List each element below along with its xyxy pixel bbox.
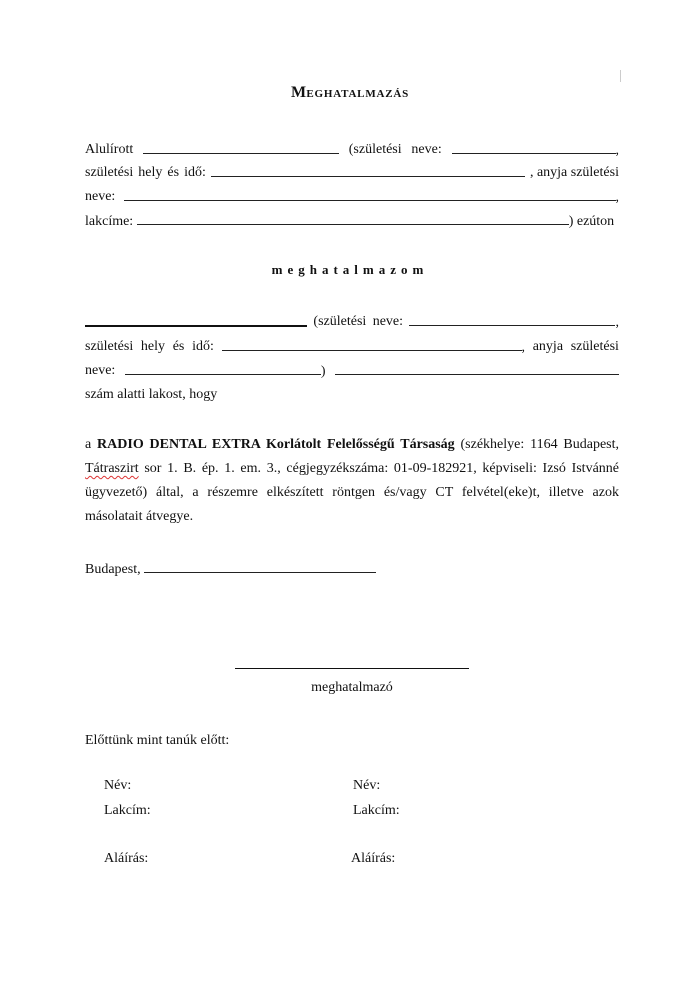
label-lakcime: lakcíme:: [85, 214, 134, 229]
label-szuletesi-3: (születési: [313, 314, 367, 329]
label-ido: idő:: [184, 165, 206, 180]
address-field[interactable]: [137, 212, 569, 225]
p1-line-2: [85, 164, 619, 182]
label-es: és: [167, 165, 180, 180]
proxy-birth-place-date-field[interactable]: [222, 338, 522, 351]
witness-left-address: Lakcím:: [104, 803, 151, 818]
proxy-address-field[interactable]: [335, 362, 619, 375]
p1-line-3: [85, 188, 619, 207]
place-date-line: [85, 560, 619, 579]
witnesses-heading: Előttünk mint tanúk előtt:: [85, 733, 230, 748]
label-hely-2: hely: [140, 339, 166, 354]
witness-right-address: Lakcím:: [353, 803, 400, 818]
label-neve-3: neve:: [372, 314, 404, 329]
label-szuletesi: (születési: [348, 142, 402, 157]
witness-left-signature: Aláírás:: [104, 851, 149, 866]
signature-line[interactable]: [235, 668, 469, 669]
margin-mark: [620, 70, 621, 82]
label-ezuton: ) ezúton: [568, 214, 615, 229]
witness-left-name: Név:: [104, 778, 132, 793]
para-prefix: a: [85, 437, 98, 452]
label-anyja-2: anyja: [532, 339, 564, 354]
proxy-name-field[interactable]: [85, 313, 307, 327]
title-initial: M: [290, 84, 307, 101]
proxy-birth-name-field[interactable]: [409, 313, 615, 326]
close-paren: ): [320, 364, 326, 379]
company-name: RADIO DENTAL EXTRA Korlátolt Felelősségű Társaság: [97, 437, 455, 452]
mother-name-field[interactable]: [124, 188, 616, 201]
comma: ,: [521, 340, 526, 355]
label-es-2: és: [172, 339, 185, 354]
comma: ,: [615, 315, 619, 330]
p1-line-4: [85, 212, 619, 231]
label-anyja: , anyja születési: [529, 165, 619, 180]
comma: ,: [615, 143, 619, 158]
p1-line-1: [85, 141, 619, 160]
signature-label: meghatalmazó: [311, 680, 393, 695]
label-szuletesi-4: születési: [85, 339, 134, 354]
date-field[interactable]: [144, 560, 376, 573]
label-szuletesi-2: születési: [85, 165, 134, 180]
title-rest: EGHATALMAZÁS: [306, 88, 410, 100]
p2-line-4: szám alatti lakost, hogy: [85, 387, 218, 402]
p2-line-3: [85, 362, 619, 381]
street-name: Tátraszirt: [85, 461, 139, 476]
label-neve: neve:: [411, 142, 442, 157]
label-alulirott: Alulírott: [85, 142, 134, 157]
birth-place-date-field[interactable]: [211, 164, 525, 177]
para-text-2: sor 1. B. ép. 1. em. 3., cégjegyzékszáma: 01-09-182921, képviseli: Izsó Istvánné ügyvezető) által, a részemre elkészített röntgen és/vagy CT felvétel(eke)t, illetve azok másolatait átvegye.: [85, 461, 619, 524]
section-heading: meghatalmazom: [271, 262, 429, 277]
label-neve-2: neve:: [85, 189, 116, 204]
name-field[interactable]: [143, 141, 339, 154]
witness-right-signature: Aláírás:: [351, 851, 396, 866]
label-budapest: Budapest,: [85, 562, 141, 577]
birth-name-field[interactable]: [452, 141, 616, 154]
label-hely: hely: [138, 165, 163, 180]
para-text-1: (székhelye: 1164 Budapest,: [454, 437, 619, 452]
label-neve-4: neve:: [85, 363, 116, 378]
label-szuletesi-5: születési: [570, 339, 619, 354]
label-ido-2: idő:: [192, 339, 214, 354]
p2-line-1: [85, 313, 619, 332]
authorization-paragraph: [85, 433, 619, 529]
witness-right-name: Név:: [353, 778, 381, 793]
p2-line-2: [85, 338, 619, 357]
proxy-mother-name-field[interactable]: [125, 362, 321, 375]
document-title: [0, 84, 700, 102]
comma: ,: [615, 190, 619, 205]
